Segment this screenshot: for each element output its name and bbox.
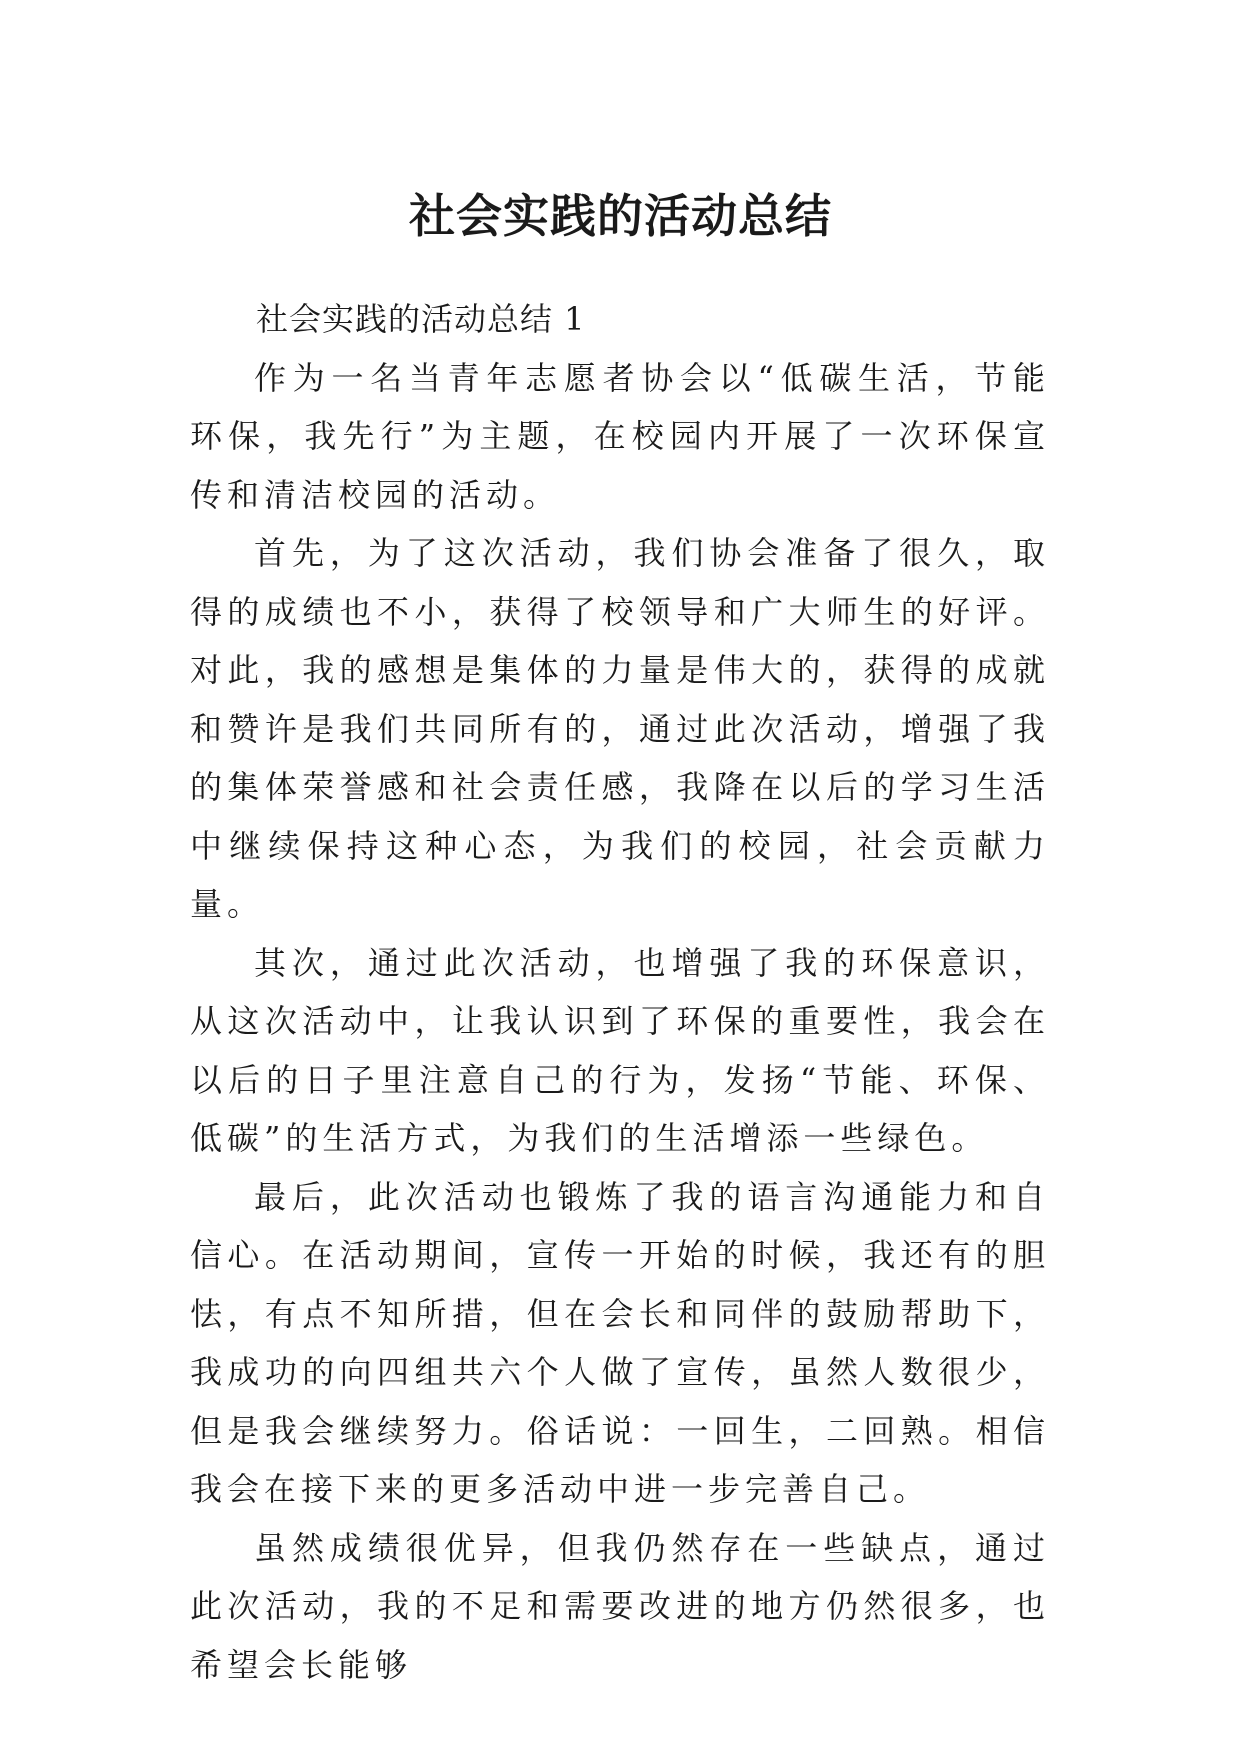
paragraph-shortcomings: 虽然成绩很优异，但我仍然存在一些缺点，通过此次活动，我的不足和需要改进的地方仍然很多，也希望会长能够	[190, 1528, 1050, 1684]
paragraph-last: 最后，此次活动也锻炼了我的语言沟通能力和自信心。在活动期间，宣传一开始的时候，我还有的胆怯，有点不知所措，但在会长和同伴的鼓励帮助下，我成功的向四组共六个人做了宣传，虽然人数很少，但是我会继续努力。俗话说：一回生，二回熟。相信我会在接下来的更多活动中进一步完善自己。	[190, 1177, 1050, 1508]
paragraph-intro: 作为一名当青年志愿者协会以“低碳生活，节能环保，我先行”为主题，在校园内开展了一次环保宣传和清洁校园的活动。	[190, 358, 1050, 514]
section-heading: 社会实践的活动总结 1	[256, 300, 586, 338]
document-body	[190, 290, 1050, 1694]
paragraph-first: 首先，为了这次活动，我们协会准备了很久，取得的成绩也不小，获得了校领导和广大师生的好评。对此，我的感想是集体的力量是伟大的，获得的成就和赞许是我们共同所有的，通过此次活动，增强了我的集体荣誉感和社会责任感，我降在以后的学习生活中继续保持这种心态，为我们的校园，社会贡献力量。	[190, 534, 1050, 923]
paragraph-second: 其次，通过此次活动，也增强了我的环保意识，从这次活动中，让我认识到了环保的重要性，我会在以后的日子里注意自己的行为，发扬“节能、环保、低碳”的生活方式，为我们的生活增添一些绿色。	[190, 943, 1050, 1157]
document-title: 社会实践的活动总结	[409, 188, 832, 243]
